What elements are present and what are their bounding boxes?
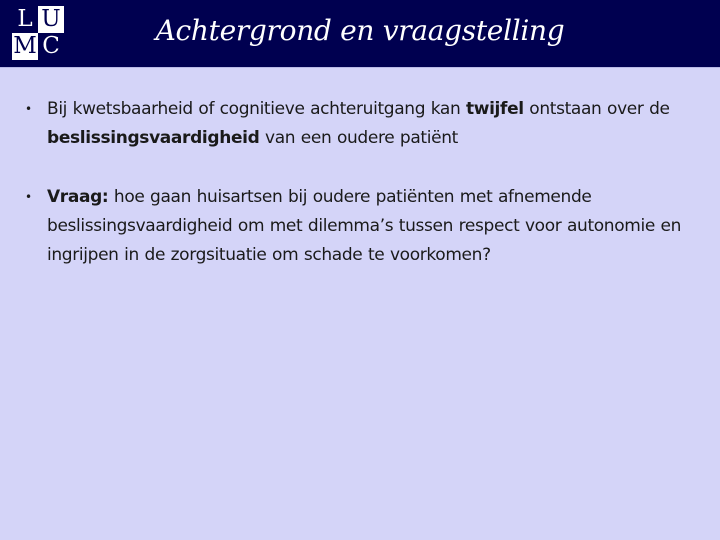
logo-letter-l: L [17, 6, 33, 32]
bullet-text-segment: Vraag: [47, 187, 109, 207]
logo-letter-m: M [13, 33, 37, 59]
bullet-text-segment: twijfel [465, 99, 524, 119]
logo-letter-u: U [38, 6, 64, 33]
bullet-text-segment: van een oudere patiënt [259, 128, 458, 148]
bullet-text-segment: Bij kwetsbaarheid of cognitieve achteruitgang kan [47, 99, 466, 119]
header-divider [0, 67, 720, 68]
bullet-text-segment: beslissingsvaardigheid [47, 128, 260, 148]
lumc-logo [12, 6, 64, 60]
logo-letter-c: C [42, 33, 60, 59]
bullet-icon: • [25, 190, 32, 204]
bullet-item-twijfel [22, 95, 702, 153]
bullet-text-segment: ontstaan over de [523, 99, 670, 119]
bullet-icon: • [25, 102, 32, 116]
slide-content [22, 95, 702, 270]
slide-header [0, 0, 720, 67]
slide-title: Achtergrond en vraagstelling [155, 14, 565, 47]
bullet-text-segment: hoe gaan huisartsen bij oudere patiënten met afnemende beslissingsvaardigheid om met dilemma’s tussen respect voor autonomie en ingrijpen in de zorgsituatie om schade te voorkomen? [47, 187, 682, 265]
bullet-item-vraag [22, 183, 702, 270]
